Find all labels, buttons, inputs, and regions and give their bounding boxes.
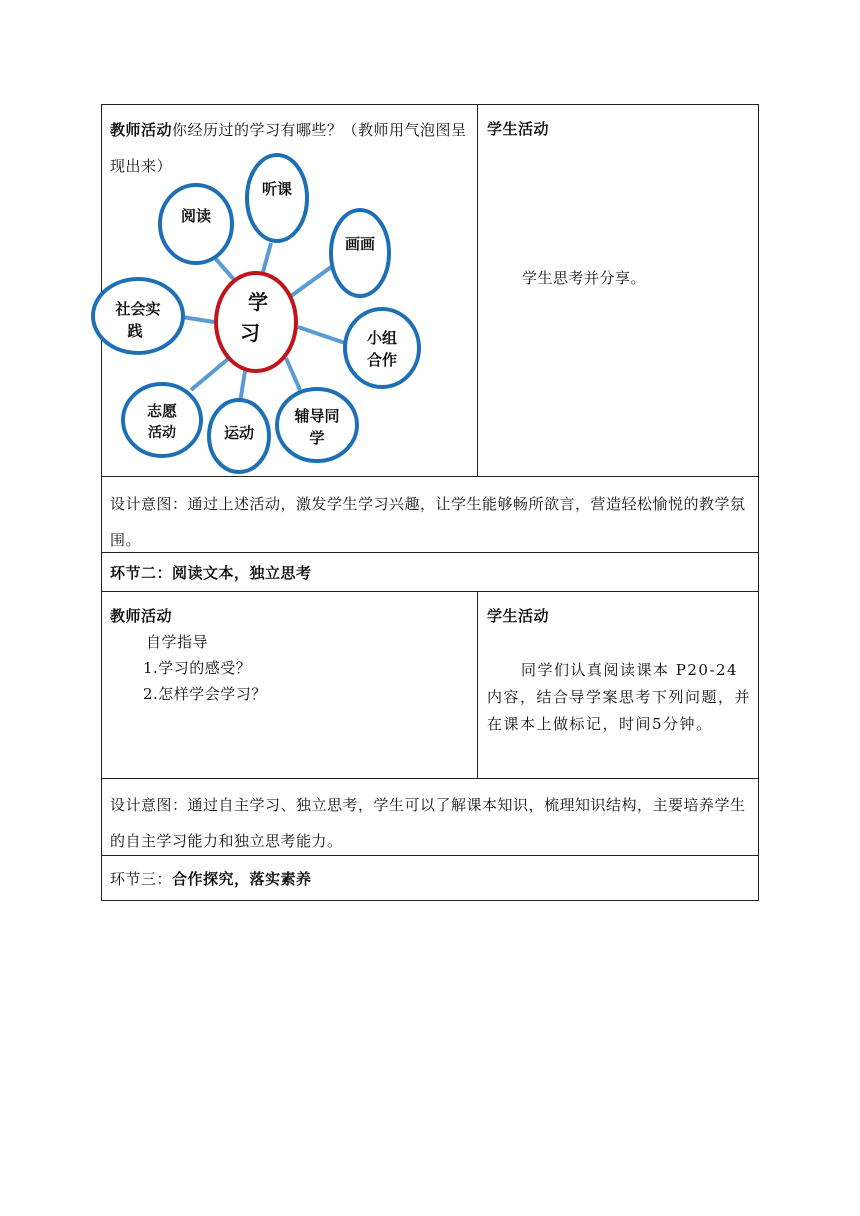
- column-divider: [477, 104, 478, 476]
- section-prefix: 环节三：: [110, 870, 173, 888]
- center-label: 学: [248, 290, 268, 314]
- center-label: 习: [240, 321, 260, 345]
- row-divider: [101, 591, 759, 592]
- guide-item: 1.学习的感受？: [143, 659, 252, 677]
- bubble-label: 画画: [344, 235, 376, 253]
- bubble-label: 践: [127, 322, 143, 340]
- teacher-activity-label-2: 教师活动: [110, 607, 173, 625]
- teacher-activity-label: 教师活动: [110, 121, 173, 139]
- student-activity-label: 学生活动: [487, 120, 550, 138]
- bubble-label: 社会实: [115, 300, 161, 318]
- bubble-label: 阅读: [180, 207, 212, 225]
- design-intent-2: 设计意图：通过自主学习、独立思考，学生可以了解课本知识，梳理知识结构，主要培养学生的自主学习能力和独立思考能力。: [110, 796, 746, 850]
- section-title: 合作探究，落实素养: [172, 870, 312, 888]
- section-heading-2: [110, 559, 750, 587]
- bubble-volunteer: [123, 384, 201, 456]
- bubble-label: 合作: [366, 351, 398, 369]
- table-border-top: [101, 104, 759, 105]
- design-intent-1: 设计意图：通过上述活动，激发学生学习兴趣，让学生能够畅所欲言，营造轻松愉悦的教学氛围。: [110, 495, 746, 549]
- bubble-group-cooperation: [345, 309, 419, 387]
- bubble-map: [84, 150, 444, 480]
- table-border-bottom: [101, 900, 759, 901]
- section-title: 阅读文本，独立思考: [172, 564, 312, 582]
- bubble-label: 活动: [148, 425, 176, 441]
- section-prefix: 环节二：: [110, 564, 173, 582]
- row-divider: [101, 778, 759, 779]
- student-activity-cell-2: [487, 603, 753, 738]
- bubble-label: 志愿: [146, 402, 178, 420]
- bubble-listening: [247, 155, 307, 241]
- table-border-right: [758, 104, 759, 901]
- bubble-label: 学: [309, 429, 325, 447]
- student-activity-label-2: 学生活动: [487, 607, 550, 625]
- student-activity-cell: [487, 112, 752, 146]
- teacher-activity-cell-2: [110, 603, 470, 707]
- bubble-label: 辅导同: [294, 407, 340, 425]
- column-divider: [477, 591, 478, 778]
- bubble-label: 小组: [366, 329, 398, 347]
- guide-title: 自学指导: [146, 633, 209, 651]
- student-activity-text-2: 同学们认真阅读课本 P20-24内容，结合导学案思考下列问题，并在课本上做标记，时间5分钟。: [487, 661, 752, 733]
- bubble-label: 运动: [223, 424, 255, 442]
- section-heading-3: [110, 864, 750, 894]
- student-activity-text: 学生思考并分享。: [522, 269, 647, 287]
- guide-item: 2.怎样学会学习？: [143, 685, 267, 703]
- bubble-peer-tutoring: [277, 389, 357, 461]
- bubble-drawing: [331, 210, 389, 296]
- bubble-label: 听课: [261, 180, 293, 198]
- teacher-activity-question: 你经历过的学习有哪些？（教师用气泡图呈现出来）: [110, 121, 467, 175]
